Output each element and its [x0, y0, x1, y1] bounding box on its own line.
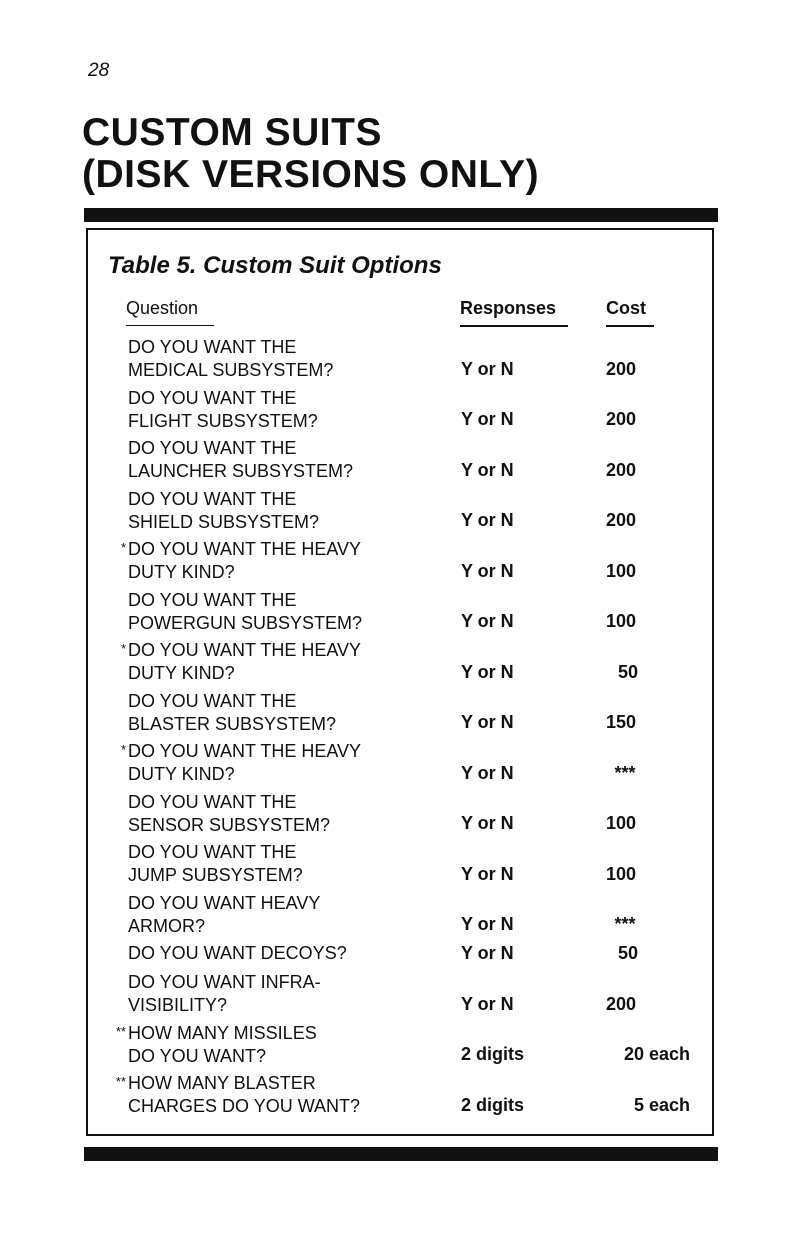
cost-value: 200	[606, 459, 637, 480]
question-text: DO YOU WANT HEAVY ARMOR?	[128, 892, 321, 936]
table-row	[112, 1072, 702, 1123]
response-value: Y or N	[461, 560, 514, 581]
cost-value: 100	[606, 611, 637, 631]
response-value: Y or N	[461, 611, 514, 631]
question-text: DO YOU WANT THE HEAVY DUTY KIND?	[128, 539, 362, 582]
question-text: DO YOU WANT THE JUMP SUBSYSTEM?	[128, 842, 303, 885]
top-divider	[84, 208, 718, 222]
response-value: Y or N	[461, 358, 514, 379]
cost-value: 50	[618, 943, 639, 963]
table-row	[112, 791, 702, 842]
bottom-divider	[84, 1147, 718, 1161]
response-value: Y or N	[461, 712, 514, 732]
question-text: DO YOU WANT THE FLIGHT SUBSYSTEM?	[128, 387, 318, 431]
table-row	[112, 1022, 702, 1073]
page-number: 28	[88, 60, 110, 81]
table-row	[112, 538, 702, 589]
table-row	[112, 387, 702, 438]
cost-value: 150	[606, 712, 637, 732]
cost-value: 100	[606, 560, 637, 581]
column-header-cost: Cost	[606, 298, 654, 327]
question-text: DO YOU WANT THE BLASTER SUBSYSTEM?	[128, 690, 337, 734]
table-row	[112, 437, 702, 488]
cost-value: 50	[618, 661, 639, 682]
question-text: DO YOU WANT THE LAUNCHER SUBSYSTEM?	[128, 438, 354, 481]
question-text: DO YOU WANT THE HEAVY DUTY KIND?	[128, 640, 362, 683]
table-row	[112, 740, 702, 791]
question-text: DO YOU WANT THE MEDICAL SUBSYSTEM?	[128, 337, 334, 380]
table-row	[112, 690, 702, 741]
table-row	[112, 589, 702, 640]
footnote-marker: *	[120, 540, 126, 555]
question-text: DO YOU WANT THE SHIELD SUBSYSTEM?	[128, 488, 320, 532]
cost-value: ***	[614, 762, 636, 783]
cost-value: 200	[606, 510, 637, 530]
question-text: HOW MANY BLASTER CHARGES DO YOU WANT?	[128, 1073, 361, 1116]
response-value: 2 digits	[461, 1094, 525, 1115]
title-line-2: (DISK VERSIONS ONLY)	[82, 153, 540, 196]
question-text: DO YOU WANT THE HEAVY DUTY KIND?	[128, 741, 362, 784]
options-table-body	[112, 336, 702, 1123]
cost-value: ***	[614, 914, 636, 934]
column-header-question: Question	[126, 298, 214, 326]
cost-value: 100	[606, 863, 637, 884]
response-value: Y or N	[461, 762, 514, 783]
question-text: DO YOU WANT DECOYS?	[128, 943, 347, 963]
question-text: DO YOU WANT INFRA- VISIBILITY?	[128, 972, 321, 1015]
question-text: DO YOU WANT THE SENSOR SUBSYSTEM?	[128, 791, 331, 835]
question-text: DO YOU WANT THE POWERGUN SUBSYSTEM?	[128, 589, 363, 633]
footnote-marker: *	[120, 742, 126, 757]
question-text: HOW MANY MISSILES DO YOU WANT?	[128, 1022, 317, 1066]
response-value: 2 digits	[461, 1044, 525, 1064]
table-row	[112, 971, 702, 1022]
column-header-responses: Responses	[460, 298, 568, 327]
response-value: Y or N	[461, 993, 514, 1014]
cost-value: 100	[606, 813, 637, 833]
table-row	[112, 488, 702, 539]
table-row	[112, 336, 702, 387]
table-row	[112, 892, 702, 943]
footnote-marker: **	[115, 1023, 126, 1039]
response-value: Y or N	[461, 409, 514, 429]
footnote-marker: **	[115, 1074, 126, 1089]
cost-value: 200	[606, 358, 637, 379]
response-value: Y or N	[461, 661, 514, 682]
cost-value: 20 each	[623, 1044, 690, 1064]
response-value: Y or N	[461, 459, 514, 480]
table-row	[112, 639, 702, 690]
response-value: Y or N	[461, 863, 514, 884]
response-value: Y or N	[461, 943, 514, 963]
table-caption: Table 5. Custom Suit Options	[108, 252, 442, 279]
cost-value: 200	[606, 993, 637, 1014]
table-row	[112, 841, 702, 892]
response-value: Y or N	[461, 510, 514, 530]
title-line-1: CUSTOM SUITS	[82, 111, 382, 154]
footnote-marker: *	[120, 641, 126, 656]
cost-value: 200	[606, 409, 637, 429]
page-title	[82, 112, 539, 196]
response-value: Y or N	[461, 914, 514, 934]
table-row	[112, 942, 702, 971]
response-value: Y or N	[461, 813, 514, 833]
cost-value: 5 each	[633, 1094, 690, 1115]
